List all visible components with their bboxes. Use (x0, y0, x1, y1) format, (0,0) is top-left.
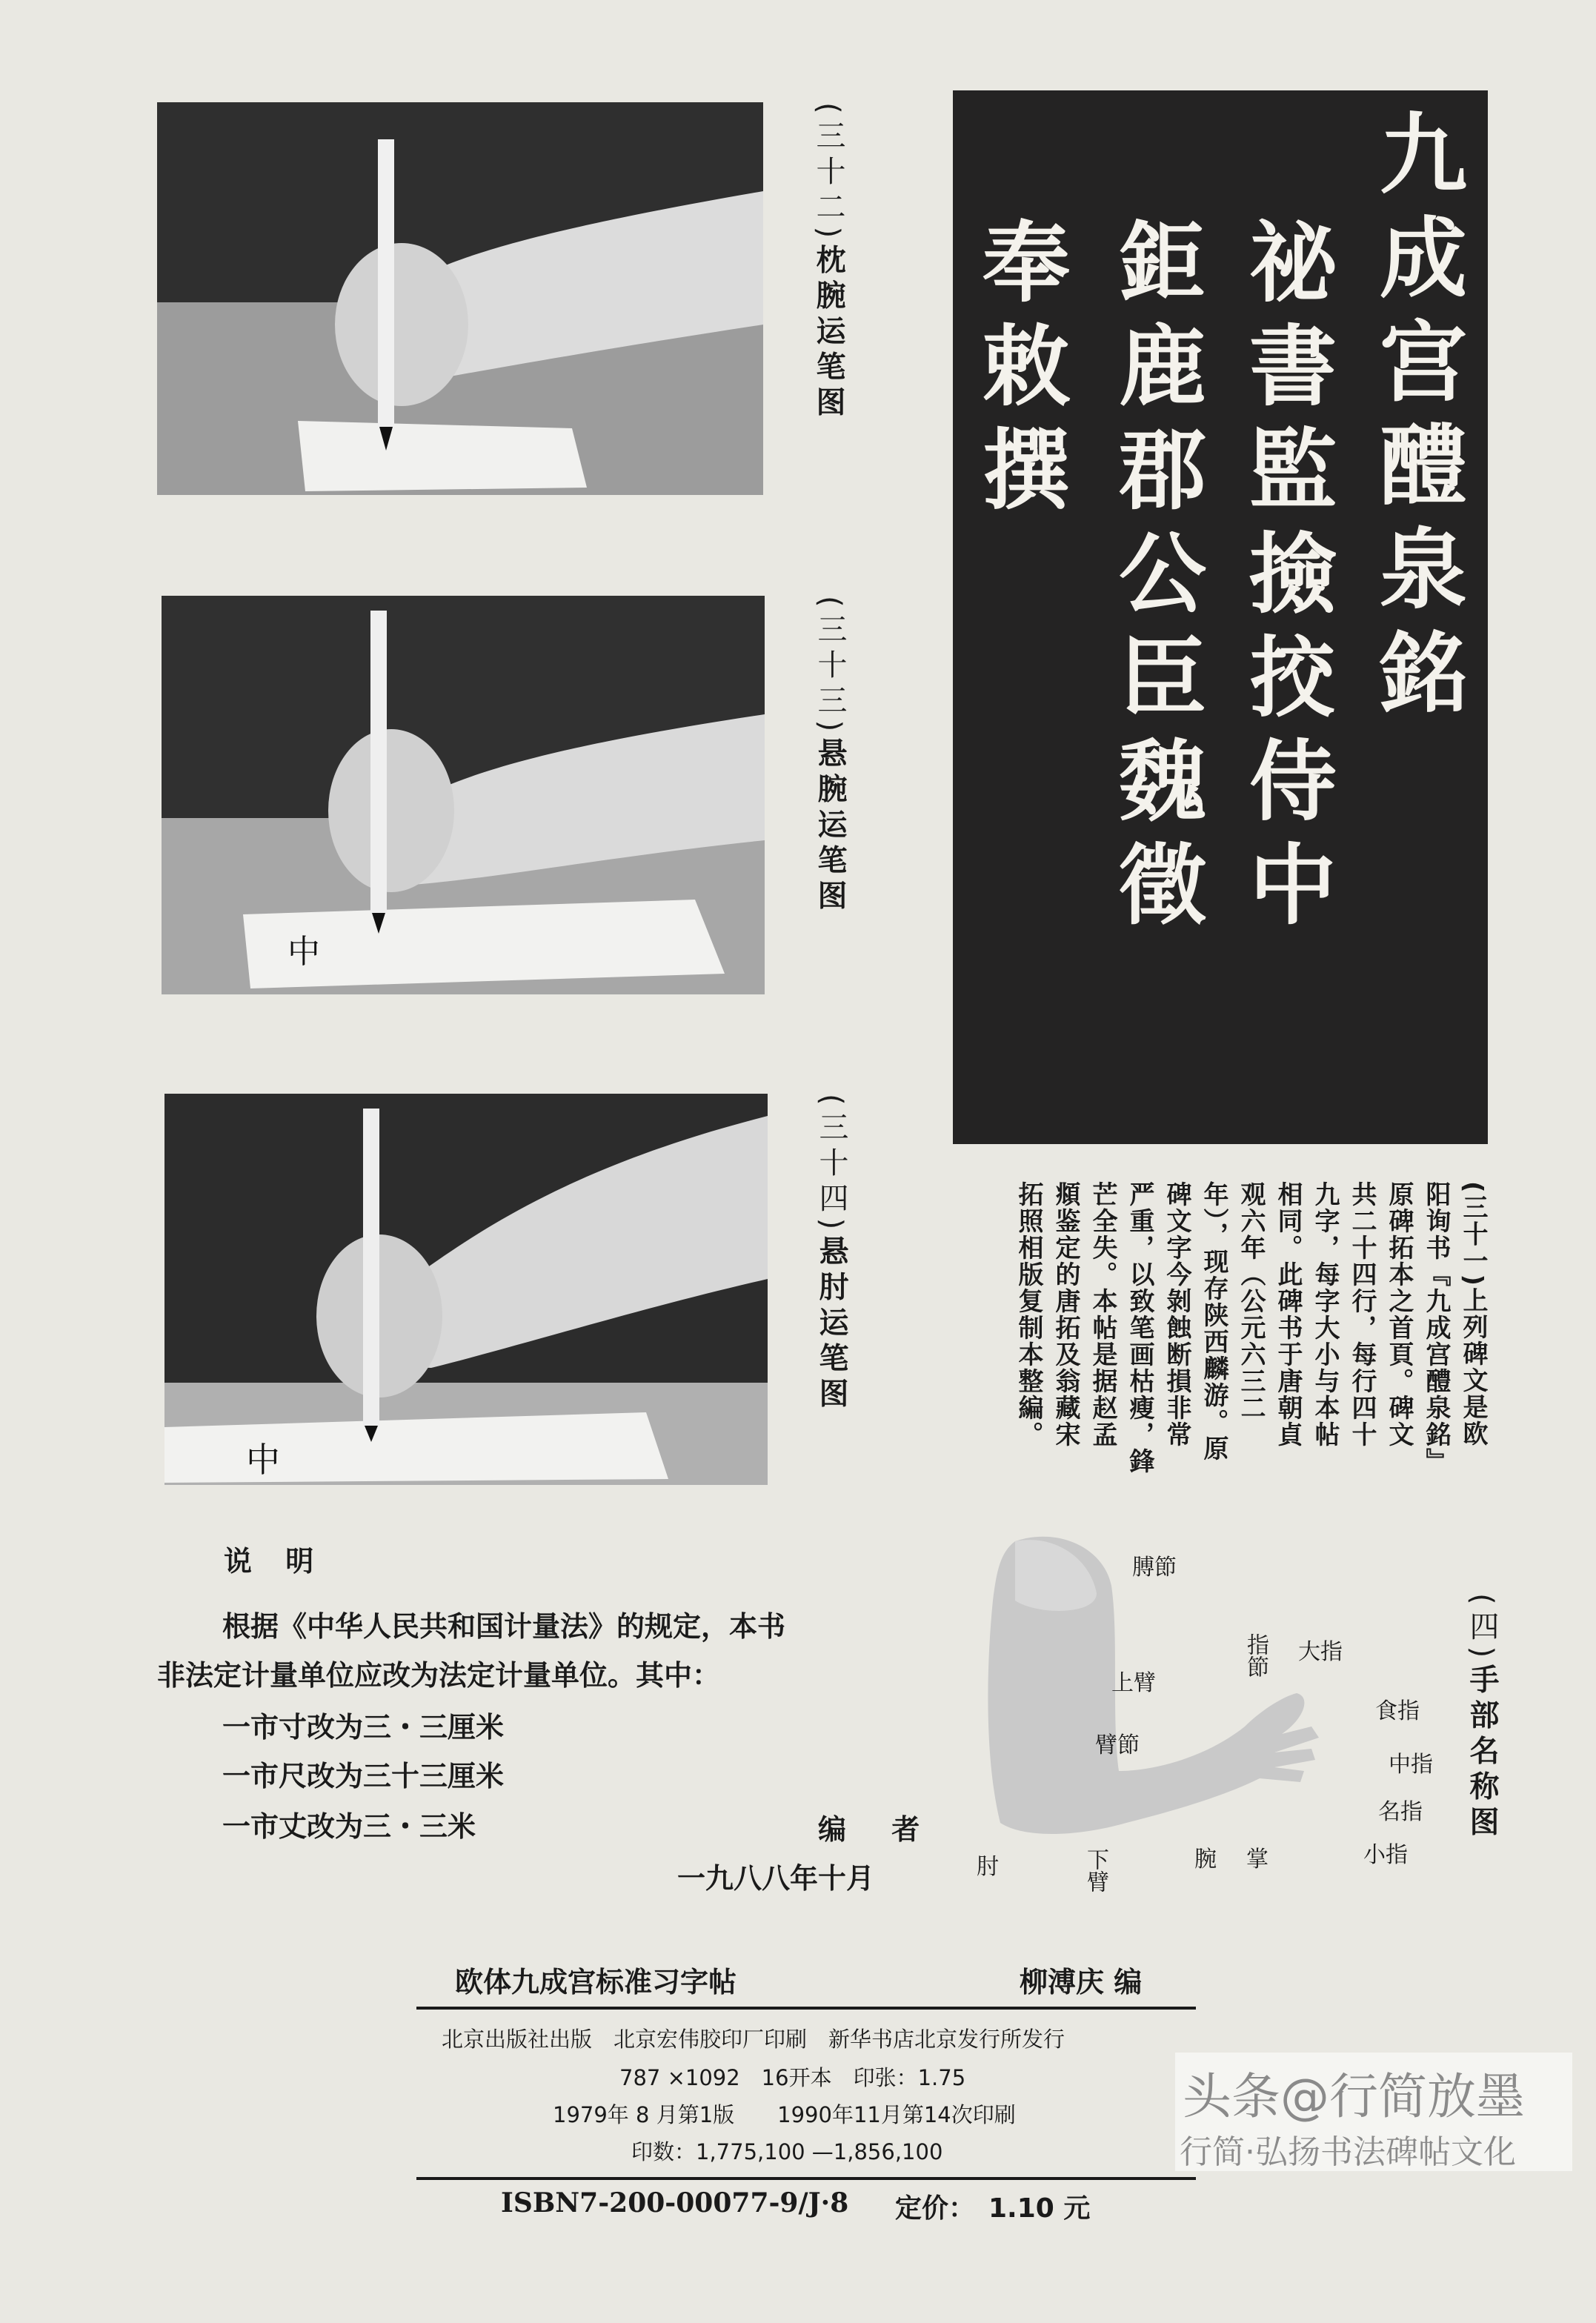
notice-paragraph-1: 根据《中华人民共和国计量法》的规定，本书 (222, 1610, 786, 1643)
stele-note-line: 碑文字今剝蝕断損非常 (1162, 1181, 1191, 1448)
notice-heading: 说 明 (224, 1545, 326, 1578)
arm-label-wrist: 腕 (1194, 1847, 1217, 1872)
colophon-isbn: ISBN7-200-00077-9/J·8 (501, 2187, 849, 2219)
colophon-format: 787 ×1092 16开本 印张：1.75 (619, 2065, 966, 2090)
stele-note-line: 頫鉴定的唐拓及翁藏宋 (1051, 1181, 1080, 1448)
stele-note-line: (三十一)上列碑文是欧 (1458, 1181, 1488, 1448)
arm-label-little: 小指 (1363, 1842, 1408, 1868)
arm-label-knuckle: 指節 (1243, 1633, 1269, 1678)
caption-34 (811, 1094, 853, 1479)
stele-note-line: 九字，每字大小与本帖 (1310, 1181, 1340, 1448)
notice-date: 一九八八年十月 (677, 1862, 875, 1895)
arm-label-palm: 掌 (1246, 1847, 1269, 1872)
watermark-line-1: 头条@行简放墨 (1183, 2068, 1525, 2125)
arm-label-middle: 中指 (1389, 1752, 1433, 1778)
stele-note-line: 拓照相版复制本整編。 (1014, 1181, 1043, 1448)
caption-34-text: 悬肘运笔图 (814, 1235, 848, 1414)
arm-label-thumb: 大指 (1298, 1639, 1343, 1665)
caption-33-text: 悬腕运笔图 (813, 737, 847, 916)
colophon-bottom-rule (416, 2177, 1196, 2180)
colophon-editor: 柳溥庆 编 (1020, 1966, 1143, 1998)
arm-label-shoulder: 膊節 (1132, 1555, 1177, 1581)
caption-32-number: (三十二) (811, 102, 845, 245)
notice-paragraph-2: 非法定计量单位应改为法定计量单位。其中： (157, 1659, 721, 1692)
colophon-editions: 1979年 8 月第1版 1990年11月第14次印刷 (553, 2102, 1016, 2127)
colophon-title: 欧体九成宫标准习字帖 (455, 1966, 737, 1998)
caption-32 (808, 102, 850, 488)
photo-suspended-elbow (164, 1094, 768, 1485)
svg-text:中: 中 (246, 1440, 280, 1480)
notice-item-3: 一市丈改为三・三米 (222, 1810, 476, 1843)
arm-label-elbow-joint: 臂節 (1095, 1732, 1140, 1758)
arm-label-forearm: 下臂 (1083, 1848, 1108, 1892)
caption-33-number: (三十三) (813, 596, 847, 738)
stele-note-line: 相同。此碑书于唐朝貞 (1273, 1181, 1303, 1448)
svg-text:中: 中 (287, 933, 320, 971)
colophon-print-run: 印数：1,775,100 —1,856,100 (631, 2139, 943, 2164)
photo-pillowed-wrist (157, 102, 763, 495)
stele-column-1: 九成宫醴泉銘 (1365, 108, 1468, 731)
stele-column-3: 鉅鹿郡公臣魏徵 (1104, 216, 1207, 943)
colophon-price: 定价： 1.10 元 (895, 2193, 1091, 2224)
caption-4 (1461, 1593, 1503, 1904)
stele-note-line: 观六年（公元六三二 (1236, 1181, 1266, 1421)
caption-32-text: 枕腕运笔图 (811, 244, 845, 422)
notice-signature: 编 者 (818, 1813, 938, 1846)
stele-note-line: 原碑拓本之首頁。碑文 (1384, 1181, 1414, 1448)
stele-note-line: 芒全失。本帖是据赵孟 (1088, 1181, 1117, 1448)
arm-label-elbow: 肘 (977, 1854, 999, 1880)
notice-item-1: 一市寸改为三・三厘米 (222, 1711, 505, 1744)
caption-4-number: (四) (1465, 1593, 1499, 1664)
colophon-top-rule (416, 2007, 1196, 2010)
stele-column-2: 祕書監撿挍侍中 (1234, 216, 1337, 943)
arm-label-index: 食指 (1375, 1698, 1420, 1724)
arm-label-upper-arm: 上臂 (1111, 1670, 1156, 1696)
stele-rubbing (953, 90, 1488, 1144)
caption-33 (809, 596, 851, 981)
notice-item-2: 一市尺改为三十三厘米 (222, 1760, 505, 1792)
colophon-publishers: 北京出版社出版 北京宏伟胶印厂印刷 新华书店北京发行所发行 (442, 2027, 1065, 2052)
stele-note-line: 严重，以致笔画枯瘦，鋒 (1125, 1181, 1154, 1475)
caption-34-number: (三十四) (814, 1094, 848, 1236)
watermark-line-2: 行简·弘扬书法碑帖文化 (1180, 2133, 1516, 2171)
stele-column-4: 奉敕撰 (968, 216, 1071, 528)
caption-4-text: 手部名称图 (1465, 1664, 1499, 1842)
stele-note-line: 年），现存陕西麟游。原 (1199, 1181, 1228, 1462)
photo-suspended-wrist (162, 596, 765, 994)
stele-note-line: 共二十四行，每行四十 (1347, 1181, 1377, 1448)
stele-note-line: 阳询书『九成宫醴泉銘』 (1421, 1181, 1451, 1475)
arm-label-ring: 名指 (1378, 1799, 1423, 1825)
